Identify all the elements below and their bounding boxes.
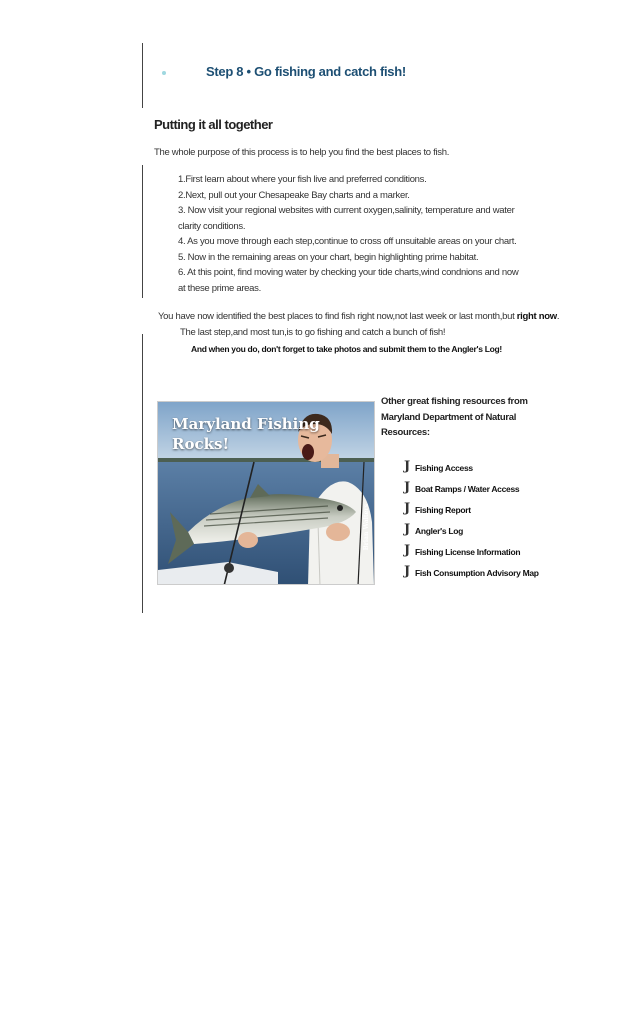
bullet-icon: J <box>404 522 411 537</box>
list-item <box>404 453 539 474</box>
summary-emphasis: right now <box>516 311 557 322</box>
list-item <box>404 558 539 579</box>
margin-rule-bottom <box>142 334 143 613</box>
bullet-icon: J <box>404 543 411 558</box>
step-item: 5. Now in the remaining areas on your chart, begin highlighting prime habitat. <box>178 251 479 263</box>
margin-rule-top <box>142 43 143 108</box>
list-item <box>404 495 539 516</box>
photo-title-line: Maryland Fishing <box>172 415 320 433</box>
link-anglers-log[interactable]: Angler's Log <box>415 526 464 536</box>
step-item: 1.First learn about where your fish live and preferred conditions. <box>178 174 427 185</box>
last-step-text: The last step,and most tun,is to go fishing and catch a bunch of fish! <box>180 327 446 338</box>
intro-text: The whole purpose of this process is to help you find the best places to fish. <box>154 147 450 158</box>
link-fishing-report[interactable]: Fishing Report <box>415 505 471 515</box>
step-item: 6. At this point, find moving water by checking your tide charts,wind condnions and now at these prime areas. <box>178 267 519 294</box>
step-title: Step 8 • Go fishing and catch fish! <box>206 64 406 79</box>
link-fishing-access[interactable]: Fishing Access <box>415 463 473 473</box>
link-fish-consumption-map[interactable]: Fish Consumption Advisory Map <box>415 568 539 578</box>
photo-title <box>172 414 320 454</box>
section-title: Putting it all together <box>154 117 273 132</box>
resources-heading: Other great fishing resources from Maryland Department of Natural Resources: <box>381 396 528 438</box>
list-item <box>404 516 539 537</box>
margin-rule-steps <box>142 165 143 298</box>
summary-text <box>158 311 559 322</box>
link-boat-ramps[interactable]: Boat Ramps / Water Access <box>415 484 520 494</box>
bullet-icon: J <box>404 480 411 495</box>
bullet-icon: J <box>404 501 411 516</box>
list-item <box>404 537 539 558</box>
link-fishing-license[interactable]: Fishing License Information <box>415 547 521 557</box>
summary-suffix: . <box>556 311 560 322</box>
step-item: 2.Next, pull out your Chesapeake Bay charts and a marker. <box>178 189 410 201</box>
step-item: 3. Now visit your regional websites with current oxygen,salinity, temperature and water clarity conditions. <box>178 205 515 232</box>
steps-list <box>178 172 528 296</box>
list-item <box>404 474 539 495</box>
resources-list <box>404 453 539 579</box>
summary-prefix: You have now identified the best places to find fish right now,not last week or last month,but <box>158 311 517 322</box>
bullet-icon: J <box>404 459 411 474</box>
step-bullet-icon <box>162 71 166 75</box>
reminder-text: And when you do, don't forget to take photos and submit them to the Angler's Log! <box>191 344 502 354</box>
fishing-photo <box>157 401 375 585</box>
photo-credit: Brian Walters <box>363 503 370 550</box>
photo-title-line: Rocks! <box>172 435 230 453</box>
step-item: 4. As you move through each step,continue to cross off unsuitable areas on your chart. <box>178 236 517 247</box>
bullet-icon: J <box>404 564 411 579</box>
